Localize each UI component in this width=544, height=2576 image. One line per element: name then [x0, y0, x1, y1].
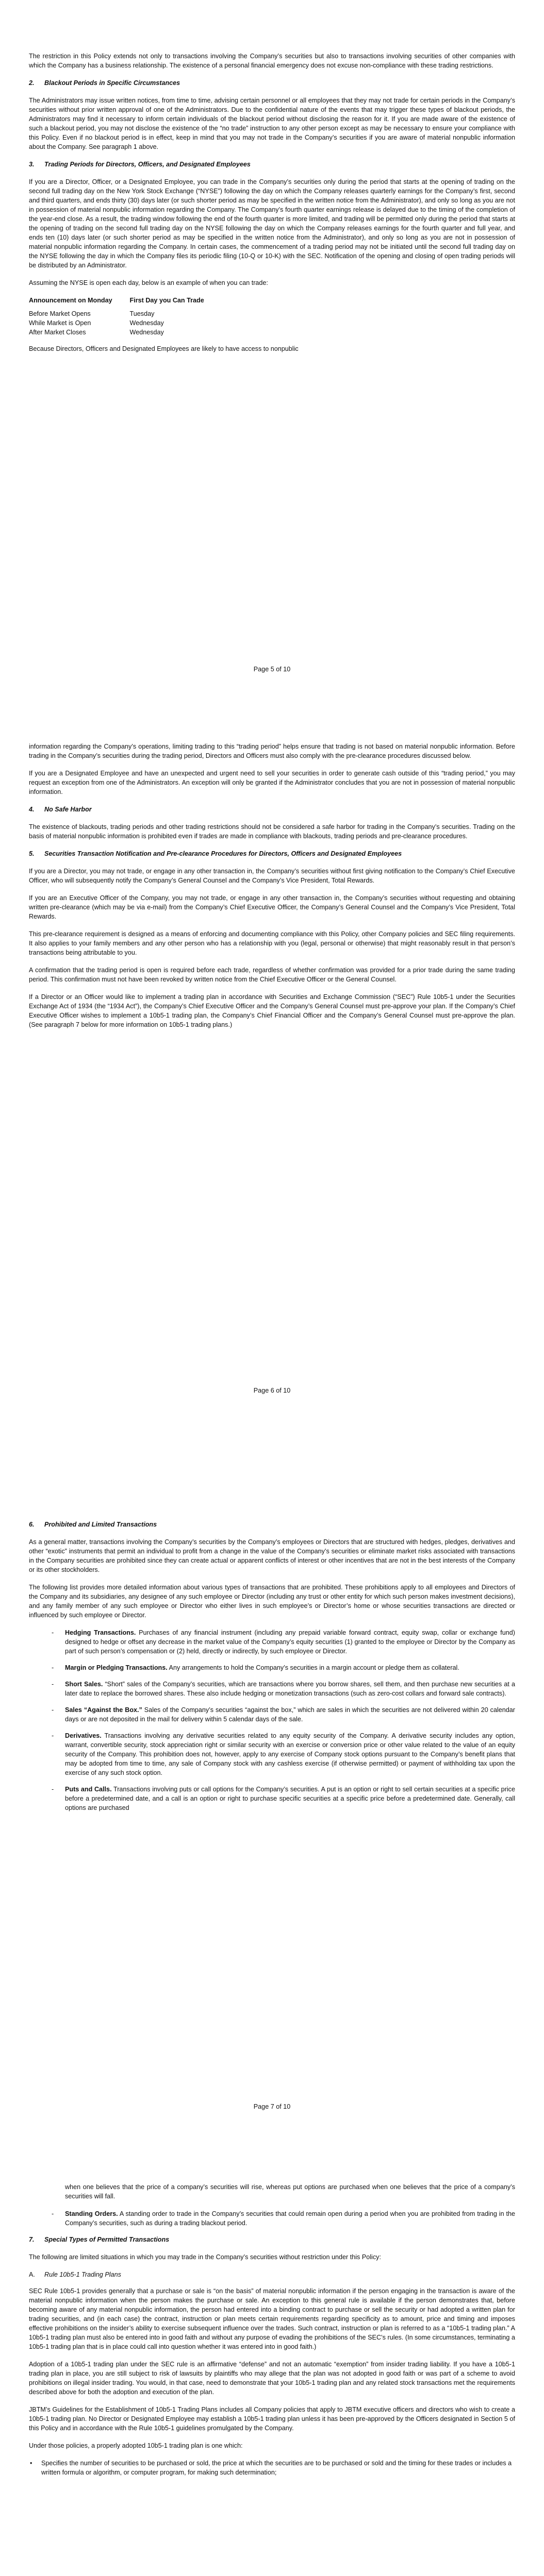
list-item-text: Specifies the number of securities to be purchased or sold, the price at which the securities are to be purchased or sold and the timing for these trades or includes a written formula or algorithm, or computer program, for making such determination;: [41, 2460, 512, 2476]
paragraph: If you are an Executive Officer of the Company, you may not trade, or engage in any other transaction in, the Company’s securities without requesting and obtaining written pre-clearance (which may be via e-mail) from the Company’s Chief Executive Officer, the Company’s General Counsel and the Company’s Vice President, Total Rewards.: [29, 894, 515, 920]
paragraph: Adoption of a 10b5-1 trading plan under the SEC rule is an affirmative “defense” and not an automatic “exemption” from insider trading liability. If you have a 10b5-1 trading plan in place, you are still subject to risk of lawsuits by plaintiffs who may allege that the plan was not adopted in good faith or was part of a scheme to avoid prohibitions on illegal insider trading. You would, in that case, need to demonstrate that your 10b5-1 trading plan and any related stock transactions met the requirements described above for both the adoption and execution of the plan.: [29, 2361, 515, 2396]
section-title: Prohibited and Limited Transactions: [44, 1521, 157, 1528]
dash-bullet-icon: -: [52, 1629, 54, 1636]
table-cell: Before Market Opens: [29, 310, 91, 317]
table-cell: Wednesday: [129, 329, 164, 336]
section-title: No Safe Harbor: [44, 806, 92, 813]
table-cell: After Market Closes: [29, 329, 86, 336]
table-cell: Tuesday: [129, 310, 155, 317]
page-7: [29, 1520, 515, 1820]
page-footer: Page 6 of 10: [253, 1387, 291, 1394]
section-title: Securities Transaction Notification and Pre-clearance Procedures for Directors, Officers and Designated Employees: [44, 850, 402, 857]
list-item-text: Any arrangements to hold the Company’s securities in a margin account or pledge them as collateral.: [167, 1664, 459, 1671]
section-number: 3.: [29, 161, 35, 168]
prohibited-list: [29, 1628, 515, 1812]
list-item-lead: Derivatives.: [65, 1732, 102, 1739]
bullet-icon: •: [30, 2460, 32, 2467]
subsection-heading: [29, 2270, 515, 2279]
list-item: [52, 1628, 515, 1656]
paragraph: The restriction in this Policy extends not only to transactions involving the Company’s securities but also to transactions involving securities of other companies with which the Company has a business relationship. The existence of a personal financial emergency does not excuse non-compliance with these trading restrictions.: [29, 53, 515, 69]
paragraph: The existence of blackouts, trading periods and other trading restrictions should not be considered a safe harbor for trading in the Company’s securities. Trading on the basis of material nonpublic information is prohibited even if trades are made in compliance with blackouts, trading periods and pre-clearance procedures.: [29, 823, 515, 840]
table-row: [29, 309, 220, 318]
table-cell: While Market is Open: [29, 319, 91, 327]
section-title: Blackout Periods in Specific Circumstances: [44, 79, 180, 87]
page-5: [29, 52, 515, 362]
section-title: Special Types of Permitted Transactions: [44, 2236, 170, 2243]
list-item-lead: Short Sales.: [65, 1681, 103, 1688]
paragraph: If you are a Director, Officer, or a Designated Employee, you can trade in the Company’s securities only during the period that starts at the opening of trading on the second full trading day on the New York Stock Exchange (“NYSE”) following the day on which the Company releases quarterly earnings for the Company’s first, second and third quarters, and ends thirty (30) days later (or such shorter period as may be specified in the written notice from the Administrator), and only so long as you are not in possession of material nonpublic information regarding the Company. The Company’s fourth quarter earnings release is delayed due to the timing of the completion of the year-end close. As a result, the trading window following the end of the fourth quarter is more limited, and trading will be permitted only during the period that starts at the opening of trading on the second full trading day on the NYSE following the day on which the Company releases earnings for the fourth quarter and full year, and ends ten (10) days later (or such shorter period as may be specified in the written notice from the Administrator), and only so long as you are not in possession of material nonpublic information regarding the Company. In certain cases, the commencement of a trading period may not be initiated until the second full trading day on the NYSE following the day in which the Company files its periodic filing (10-Q or 10-K) with the SEC. Notification of the opening and closing of open trading periods will be distributed by an Administrator.: [29, 178, 515, 269]
list-item-text: Transactions involving puts or call options for the Company’s securities. A put is an option or right to sell certain securities at a specific price before a predetermined date, and a call is an option or right to purchase specific securities at a specific price before a predetermined date. Generally, call options are purchased: [65, 1786, 515, 1811]
subsection-number: A.: [29, 2271, 35, 2278]
table-row: [29, 328, 220, 337]
paragraph: The Administrators may issue written notices, from time to time, advising certain personnel or all employees that they may not trade for certain periods in the Company’s securities without prior written approval of one of the Administrators. Due to the confidential nature of the events that may trigger these types of blackout periods, the Administrators may find it necessary to inform certain individuals of the blackout period without disclosing the reason for it. If you are made aware of the existence of such a blackout period, you may not disclose the existence of the “no trade” instruction to any other person except as may be necessary to ensure your compliance with this Policy. Even if no blackout period is in effect, keep in mind that you may not trade in the Company’s securities if you are aware of material nonpublic information about the Company. See paragraph 1 above.: [29, 97, 515, 150]
section-number: 4.: [29, 806, 35, 813]
paragraph: The following are limited situations in which you may trade in the Company’s securities without restriction under this Policy:: [29, 2253, 381, 2261]
paragraph: This pre-clearance requirement is designed as a means of enforcing and documenting compliance with this Policy, other Company policies and SEC filing requirements. It also applies to your family members and any other person who has a relationship with you (legal, personal or otherwise) that might reasonably result in that person’s transactions being attributable to you.: [29, 930, 515, 956]
list-item-text: Purchases of any financial instrument (including any prepaid variable forward contract, equity swap, collar or exchange fund) designed to hedge or offset any decrease in the market value of the Company’s equity securities (1) granted to the employee or Director by the Company as part of such person’s compensation or (2) held, directly or indirectly, by such employee or Director.: [65, 1629, 515, 1655]
section-heading: [29, 2235, 515, 2244]
section-number: 5.: [29, 850, 35, 857]
paragraph: The following list provides more detailed information about various types of transactions that are prohibited. These prohibitions apply to all employees and Directors of the Company and its subsidiaries, any designee of any such employee or Director (including any trust or other entity for which such person makes investment decisions), and any family member of any such employee or Director who either lives in such employee’s or Director’s home or whose securities transactions are directed or influenced by such employee or Director.: [29, 1584, 515, 1619]
list-item-lead: Sales “Against the Box.”: [65, 1706, 142, 1714]
prohibited-list: [29, 2209, 515, 2228]
section-number: 2.: [29, 79, 35, 87]
dash-bullet-icon: -: [52, 1732, 54, 1739]
paragraph: As a general matter, transactions involving the Company’s securities by the Company’s employees or Directors that are structured with hedges, pledges, derivatives and other “exotic” instruments that permit an individual to profit from a change in the value of the Company’s securities or eliminate market risks associated with transactions in the Company securities are prohibited since they can create actual or apparent conflicts of interest or other incentives that are not in the best interests of the Company or its other stockholders.: [29, 1538, 515, 1573]
dash-bullet-icon: -: [52, 2210, 54, 2217]
list-item-lead: Standing Orders.: [65, 2210, 118, 2217]
page-footer: Page 5 of 10: [253, 666, 291, 673]
section-number: 7.: [29, 2236, 35, 2243]
table-cell: Wednesday: [129, 319, 164, 327]
subsection-title: Rule 10b5-1 Trading Plans: [44, 2271, 121, 2278]
page-6: [29, 742, 515, 1038]
page-8: [29, 2182, 515, 2484]
dash-bullet-icon: -: [52, 1681, 54, 1688]
table-row: [29, 318, 220, 328]
paragraph: If a Director or an Officer would like to implement a trading plan in accordance with Securities and Exchange Commission (“SEC”) Rule 10b5-1 under the Securities Exchange Act of 1934 (the “1934 Act”), the Company’s Chief Executive Officer and the Company’s General Counsel must pre-approve your plan. If the Company’s Chief Executive Officer wishes to implement a 10b5-1 trading plan, the Company’s Chief Financial Officer and the Company’s General Counsel must pre-approve the plan. (See paragraph 7 below for more information on 10b5-1 trading plans.): [29, 993, 515, 1028]
paragraph: A confirmation that the trading period is open is required before each trade, regardless of whether confirmation was provided for a prior trade during the same trading period. This confirmation must not have been revoked by written notice from the Chief Executive Officer or the General Counsel.: [29, 967, 515, 983]
list-item: [52, 1731, 515, 1777]
dash-bullet-icon: -: [52, 1664, 54, 1671]
section-heading: [29, 849, 515, 858]
section-heading: [29, 805, 515, 814]
section-heading: [29, 78, 515, 88]
trading-example-table: [29, 296, 220, 337]
paragraph: Under those policies, a properly adopted 10b5-1 trading plan is one which:: [29, 2442, 243, 2449]
list-item-lead: Hedging Transactions.: [65, 1629, 136, 1636]
table-header: First Day you Can Trade: [129, 297, 204, 304]
list-item-lead: Puts and Calls.: [65, 1786, 112, 1793]
plan-requirements-list: [29, 2459, 515, 2477]
section-heading: [29, 1520, 515, 1529]
list-item: [30, 2459, 515, 2477]
table-header: Announcement on Monday: [29, 297, 112, 304]
paragraph: If you are a Director, you may not trade, or engage in any other transaction in, the Company’s securities without first giving notification to the Company’s Chief Executive Officer, who will subsequently notify the Company’s General Counsel and the Company’s Vice President, Total Rewards.: [29, 868, 515, 884]
list-item-text: A standing order to trade in the Company’s securities that could remain open during a period when you are prohibited from trading in the Company’s securities, such as during a trading blackout period.: [65, 2210, 516, 2227]
paragraph: Assuming the NYSE is open each day, below is an example of when you can trade:: [29, 279, 268, 286]
list-item: [52, 2209, 516, 2228]
list-item-text: Transactions involving any derivative securities related to any equity security of the Company. A derivative security includes any option, warrant, convertible security, stock appreciation right or similar security with an exercise or conversion price or other value related to the value of an equity security of the Company. This prohibition does not, however, apply to any exercise of Company stock options pursuant to the Company’s benefit plans that may be adopted from time to time, any sale of Company stock with any cashless exercise (if otherwise permitted) or payment of withholding tax upon the exercise of any such stock option.: [65, 1732, 515, 1776]
paragraph: Because Directors, Officers and Designated Employees are likely to have access to nonpublic: [29, 345, 299, 352]
list-item-lead: Margin or Pledging Transactions.: [65, 1664, 168, 1671]
dash-bullet-icon: -: [52, 1706, 54, 1714]
list-item: [52, 1705, 515, 1724]
paragraph: If you are a Designated Employee and have an unexpected and urgent need to sell your securities in order to generate cash outside of this “trading period,” you may request an exception from one of the Administrators. An exception will only be granted if the Administrator concludes that you are not in possession of material nonpublic information.: [29, 770, 515, 795]
page-footer: Page 7 of 10: [253, 2103, 291, 2110]
list-item-text: “Short” sales of the Company’s securities, which are transactions where you borrow shares, sell them, and then purchase new securities at a later date to replace the borrowed shares. These also include hedging or monetization transactions (such as zero-cost collars and forward sale contracts).: [65, 1681, 515, 1697]
list-item: [52, 1785, 515, 1812]
dash-bullet-icon: -: [52, 1786, 54, 1793]
list-item: [52, 1663, 515, 1672]
paragraph: when one believes that the price of a company’s securities will rise, whereas put options are purchased when one believes that the price of a company’s securities will fall.: [65, 2183, 515, 2200]
list-item: [52, 1680, 515, 1698]
section-title: Trading Periods for Directors, Officers, and Designated Employees: [44, 161, 251, 168]
list-item-text: Sales of the Company’s securities “against the box,” which are sales in which the securities are not delivered within 20 calendar days or are not deposited in the mail for delivery within 5 calendar days of the sale.: [65, 1706, 515, 1723]
paragraph: JBTM’s Guidelines for the Establishment of 10b5-1 Trading Plans includes all Company policies that apply to JBTM executive officers and directors who wish to create a 10b5-1 trading plan. No Director or Designated Employee may establish a 10b5-1 trading plan unless it has been pre-approved by the Officers designated in Section 5 of this Policy and in accordance with the Rule 10b5-1 guidelines promulgated by the Company.: [29, 2406, 515, 2432]
paragraph: SEC Rule 10b5-1 provides generally that a purchase or sale is “on the basis” of material nonpublic information if the person engaging in the transaction is aware of the material nonpublic information when the person makes the purchase or sale. An exception to this general rule is available if the person demonstrates that, before becoming aware of any material nonpublic information, the person had entered into a binding contract to purchase or sell the security or had adopted a written plan for trading securities, and (in each case) the contract, instruction or plan meets certain requirements regarding specificity as to amount, price and timing and imposes effective prohibitions on the insider’s ability to exercise subsequent influence over the trades. Such contract, instruction or plan is referred to as a “10b5-1 trading plan.” A 10b5-1 trading plan must also be entered into in good faith and without any purpose of evading the prohibitions of the SEC’s rules. (In some circumstances, terminating a 10b5-1 trading plan that is in place could call into question whether it was entered into in good faith.): [29, 2287, 515, 2350]
paragraph: information regarding the Company’s operations, limiting trading to this “trading period” helps ensure that trading is not based on material nonpublic information. Before trading in the Company’s securities during the trading period, Directors and Officers must also comply with the pre-clearance procedures discussed below.: [29, 743, 515, 759]
section-number: 6.: [29, 1521, 35, 1528]
section-heading: [29, 160, 515, 169]
